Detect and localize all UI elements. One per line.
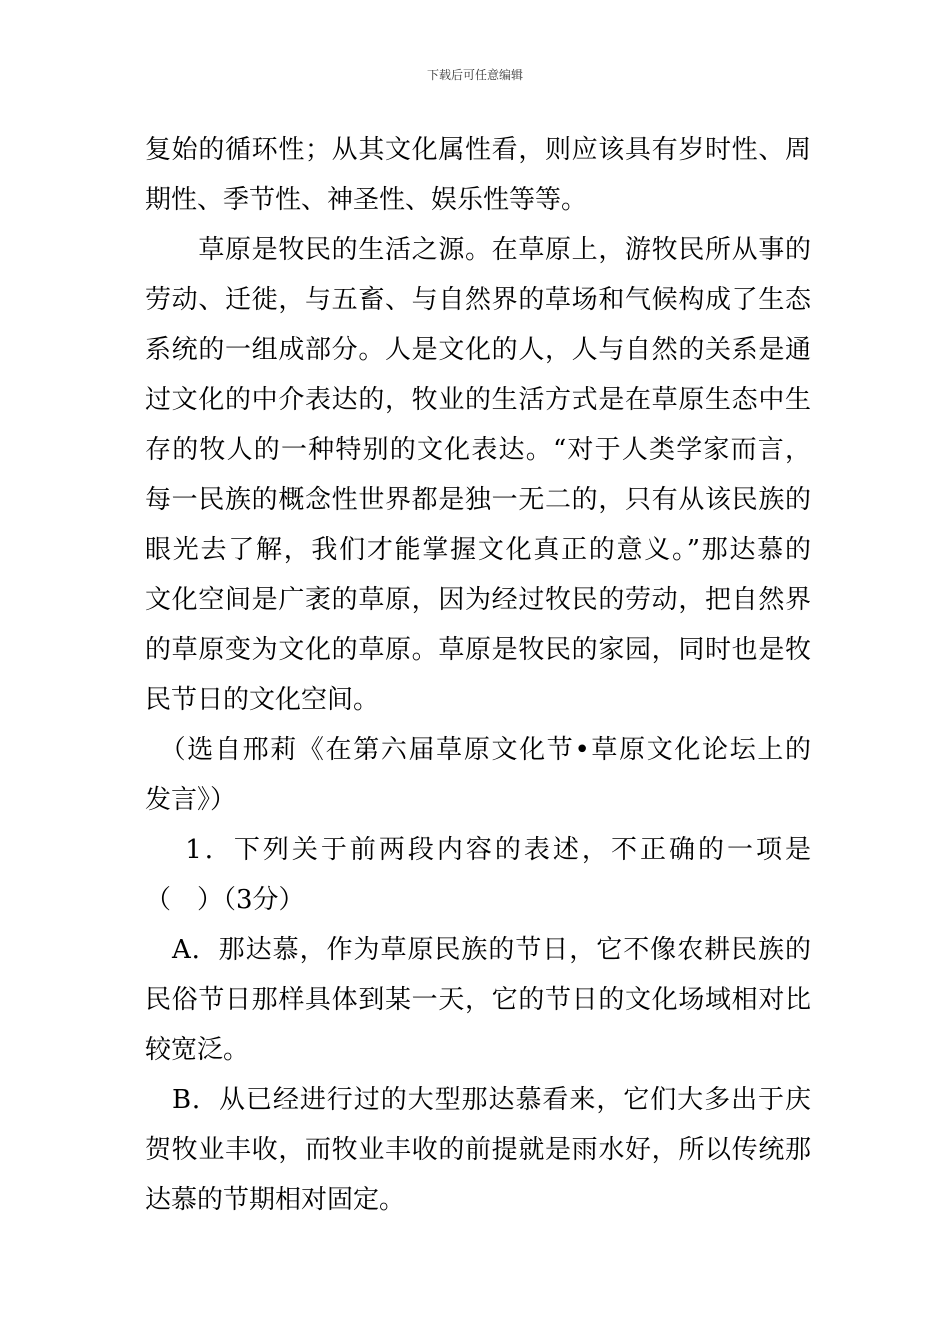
option-b: 达慕的节期相对固定。 <box>145 1185 406 1215</box>
text-line: 的草原变为文化的草原。草原是牧民的家园，同时也是牧 <box>145 635 811 665</box>
question-stem: 1．下列关于前两段内容的表述，不正确的一项是 <box>145 835 811 865</box>
text-line: 复始的循环性；从其文化属性看，则应该具有岁时性、周 <box>145 135 811 165</box>
text-line: 过文化的中介表达的，牧业的生活方式是在草原生态中生 <box>145 385 811 415</box>
text-line: 草原是牧民的生活之源。在草原上，游牧民所从事的 <box>145 235 811 265</box>
text-line: 文化空间是广袤的草原，因为经过牧民的劳动，把自然界 <box>145 585 811 615</box>
option-a: 较宽泛。 <box>145 1035 250 1065</box>
text-line: 存的牧人的一种特别的文化表达。“对于人类学家而言， <box>145 435 811 465</box>
option-a: A．那达慕，作为草原民族的节日，它不像农耕民族的 <box>145 935 811 965</box>
text-line: 期性、季节性、神圣性、娱乐性等等。 <box>145 185 588 215</box>
citation-line: 发言》） <box>145 785 237 815</box>
option-b: 贺牧业丰收，而牧业丰收的前提就是雨水好，所以传统那 <box>145 1135 811 1165</box>
question-stem: （ ）（3分） <box>145 885 305 915</box>
option-a: 民俗节日那样具体到某一天，它的节日的文化场域相对比 <box>145 985 811 1015</box>
page-header: 下载后可任意编辑 <box>426 68 523 82</box>
citation-line: （选自邢莉《在第六届草原文化节•草原文化论坛上的 <box>145 735 811 765</box>
text-line: 民节日的文化空间。 <box>145 685 380 715</box>
text-line: 每一民族的概念性世界都是独一无二的，只有从该民族的 <box>145 485 811 515</box>
text-line: 眼光去了解，我们才能掌握文化真正的意义。”那达慕的 <box>145 535 811 565</box>
text-line: 系统的一组成部分。人是文化的人，人与自然的关系是通 <box>145 335 811 365</box>
option-b: B．从已经进行过的大型那达慕看来，它们大多出于庆 <box>145 1085 811 1115</box>
text-line: 劳动、迁徙，与五畜、与自然界的草场和气候构成了生态 <box>145 285 811 315</box>
